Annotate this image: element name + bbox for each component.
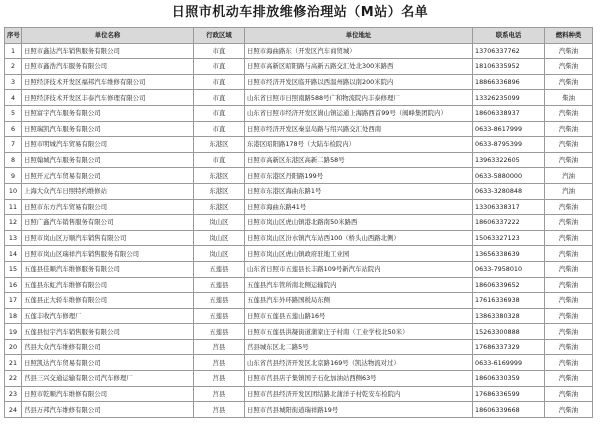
table-row xyxy=(5,168,593,184)
cell-address: 日照市岚山区虎山镇港北路南50米路西 xyxy=(245,215,473,231)
cell-address: 山东省日照市五莲县长丰路109号新汽车站院内 xyxy=(245,261,473,277)
header-fuel-type: 燃料种类 xyxy=(545,28,593,44)
cell-phone: 0633-3280848 xyxy=(473,183,545,199)
cell-address: 日照市高新区东港区高新二路58号 xyxy=(245,152,473,168)
cell-fuel-type: 汽油 xyxy=(545,183,593,199)
table-row xyxy=(5,43,593,59)
cell-address: 日照市莒县经济开发区团结路北蒲洋子村乾安车检院内 xyxy=(245,386,473,402)
cell-index: 5 xyxy=(5,105,22,121)
cell-district: 莒县 xyxy=(194,339,245,355)
table-row xyxy=(5,386,593,402)
cell-district: 莒县 xyxy=(194,402,245,418)
cell-address: 日照市海曲东路41号 xyxy=(245,199,473,215)
cell-fuel-type: 汽柴油 xyxy=(545,230,593,246)
cell-index: 11 xyxy=(5,199,22,215)
cell-index: 6 xyxy=(5,121,22,137)
table-row xyxy=(5,371,593,387)
cell-fuel-type: 汽柴油 xyxy=(545,293,593,309)
cell-index: 8 xyxy=(5,152,22,168)
cell-unit-name: 五莲丰收汽车修理厂 xyxy=(22,308,194,324)
cell-unit-name: 日照市乾顺汽车维修有限公司 xyxy=(22,386,194,402)
table-row xyxy=(5,105,593,121)
cell-phone: 18606339668 xyxy=(473,402,545,418)
cell-fuel-type: 汽柴油 xyxy=(545,402,593,418)
cell-district: 市直 xyxy=(194,43,245,59)
cell-district: 五莲县 xyxy=(194,308,245,324)
cell-address: 日照市经济开发区秦皇岛路与绍兴路交汇处西南 xyxy=(245,121,473,137)
cell-fuel-type: 汽柴油 xyxy=(545,371,593,387)
cell-index: 15 xyxy=(5,261,22,277)
cell-address: 日照市东港区海曲东路1号 xyxy=(245,183,473,199)
header-address: 单位地址 xyxy=(245,28,473,44)
cell-unit-name: 五莲县恒宇汽车销售服务有限公司 xyxy=(22,324,194,340)
cell-fuel-type: 汽柴油 xyxy=(545,121,593,137)
cell-district: 五莲县 xyxy=(194,324,245,340)
cell-phone: 18606337222 xyxy=(473,215,545,231)
cell-index: 4 xyxy=(5,90,22,106)
cell-phone: 0633-8795399 xyxy=(473,137,545,153)
cell-phone: 0633-7958010 xyxy=(473,261,545,277)
header-phone: 联系电话 xyxy=(473,28,545,44)
cell-unit-name: 日照市鑫浩汽车服务有限公司 xyxy=(22,59,194,75)
cell-phone: 0633-6169999 xyxy=(473,355,545,371)
cell-index: 19 xyxy=(5,324,22,340)
cell-address: 山东省日照市经济开发区崮山镇运通上海路西首99号（阀峰集团院内） xyxy=(245,105,473,121)
table-row xyxy=(5,183,593,199)
cell-fuel-type: 汽柴油 xyxy=(545,386,593,402)
cell-unit-name: 日照市东方汽车贸易有限公司 xyxy=(22,199,194,215)
cell-district: 莒县 xyxy=(194,386,245,402)
cell-unit-name: 莒县万邦汽车维修有限公司 xyxy=(22,402,194,418)
cell-district: 市直 xyxy=(194,59,245,75)
cell-address: 日照市岚山区汾水镇汽车站西100（桥头山西路北侧） xyxy=(245,230,473,246)
cell-fuel-type: 汽柴油 xyxy=(545,43,593,59)
cell-phone: 18606339652 xyxy=(473,277,545,293)
cell-unit-name: 日照市岚山区瑞祥汽车销售服务有限公司 xyxy=(22,246,194,262)
cell-phone: 0633-5880000 xyxy=(473,168,545,184)
table-header-row xyxy=(5,28,593,44)
cell-fuel-type: 汽柴油 xyxy=(545,246,593,262)
table-row xyxy=(5,277,593,293)
header-index: 序号 xyxy=(5,28,22,44)
cell-address: 东港区昭阳路178号（大陆车检院内） xyxy=(245,137,473,153)
cell-address: 日照市经济开发区临开路以西温州路以南200米院内 xyxy=(245,74,473,90)
cell-district: 市直 xyxy=(194,74,245,90)
cell-address: 五莲县汽车外环路国税局东侧 xyxy=(245,293,473,309)
cell-unit-name: 日照经济技术开发区丰泰汽车修理有限公司 xyxy=(22,90,194,106)
cell-district: 东港区 xyxy=(194,183,245,199)
table-row xyxy=(5,215,593,231)
cell-fuel-type: 汽柴油 xyxy=(545,324,593,340)
cell-address: 日照市五莲县五莲山路16号 xyxy=(245,308,473,324)
table-row xyxy=(5,293,593,309)
cell-index: 13 xyxy=(5,230,22,246)
cell-fuel-type: 汽柴油 xyxy=(545,59,593,75)
cell-fuel-type: 汽柴油 xyxy=(545,199,593,215)
cell-index: 1 xyxy=(5,43,22,59)
table-row xyxy=(5,339,593,355)
cell-district: 市直 xyxy=(194,90,245,106)
cell-index: 3 xyxy=(5,74,22,90)
cell-district: 市直 xyxy=(194,121,245,137)
cell-index: 17 xyxy=(5,293,22,309)
cell-phone: 15263300888 xyxy=(473,324,545,340)
cell-district: 五莲县 xyxy=(194,293,245,309)
cell-fuel-type: 汽柴油 xyxy=(545,215,593,231)
cell-fuel-type: 汽油 xyxy=(545,168,593,184)
cell-phone: 13306338317 xyxy=(473,199,545,215)
cell-unit-name: 日照翰城汽车服务有限公司 xyxy=(22,152,194,168)
cell-unit-name: 日照开元汽车贸易有限公司 xyxy=(22,168,194,184)
cell-address: 日照市岚山区虎山镇政府驻地工业园 xyxy=(245,246,473,262)
cell-unit-name: 上海大众汽车日照特约维修站 xyxy=(22,183,194,199)
cell-district: 岚山区 xyxy=(194,246,245,262)
table-row xyxy=(5,308,593,324)
cell-district: 五莲县 xyxy=(194,261,245,277)
table-row xyxy=(5,246,593,262)
cell-unit-name: 日照经济技术开发区福邦汽车维修有限公司 xyxy=(22,74,194,90)
cell-phone: 13656338639 xyxy=(473,246,545,262)
cell-phone: 0633-8617999 xyxy=(473,121,545,137)
cell-address: 日照市东港区丹阳路199号 xyxy=(245,168,473,184)
cell-district: 东港区 xyxy=(194,168,245,184)
cell-phone: 13863380328 xyxy=(473,308,545,324)
cell-district: 五莲县 xyxy=(194,277,245,293)
cell-address: 莒县城东区北二路5号 xyxy=(245,339,473,355)
cell-phone: 15063327123 xyxy=(473,230,545,246)
cell-unit-name: 日照瑞凯汽车服务有限公司 xyxy=(22,121,194,137)
cell-address: 日照市高新区昭阳路与高新五路交汇处北300米路西 xyxy=(245,59,473,75)
cell-fuel-type: 汽柴油 xyxy=(545,261,593,277)
cell-index: 18 xyxy=(5,308,22,324)
cell-unit-name: 日照市岚山区万顺汽车销售有限公司 xyxy=(22,230,194,246)
cell-unit-name: 五莲县佳顺汽车维修服务有限公司 xyxy=(22,261,194,277)
cell-unit-name: 日照富宇汽车服务有限公司 xyxy=(22,105,194,121)
cell-fuel-type: 汽柴油 xyxy=(545,339,593,355)
cell-fuel-type: 汽柴油 xyxy=(545,105,593,121)
cell-district: 莒县 xyxy=(194,355,245,371)
table-row xyxy=(5,355,593,371)
cell-fuel-type: 柴油 xyxy=(545,90,593,106)
cell-index: 12 xyxy=(5,215,22,231)
cell-index: 14 xyxy=(5,246,22,262)
cell-address: 山东省日照市日照南路588号广和物流院内丰泰修理厂 xyxy=(245,90,473,106)
cell-index: 10 xyxy=(5,183,22,199)
cell-unit-name: 日照广鑫汽车销售服务有限公司 xyxy=(22,215,194,231)
cell-index: 21 xyxy=(5,355,22,371)
table-row xyxy=(5,261,593,277)
cell-address: 山东省莒县经济开发区北京路169号（凯达物流对过） xyxy=(245,355,473,371)
header-unit-name: 单位名称 xyxy=(22,28,194,44)
cell-fuel-type: 汽柴油 xyxy=(545,74,593,90)
header-district: 行政区域 xyxy=(194,28,245,44)
cell-index: 20 xyxy=(5,339,22,355)
cell-address: 日照市五莲县洪凝街道蒲家庄子村南（工业学校北50米） xyxy=(245,324,473,340)
cell-address: 五莲县汽车管所南北侧运输院内 xyxy=(245,277,473,293)
cell-index: 7 xyxy=(5,137,22,153)
cell-phone: 18106335952 xyxy=(473,59,545,75)
table-row xyxy=(5,230,593,246)
cell-phone: 13706337762 xyxy=(473,43,545,59)
cell-district: 市直 xyxy=(194,105,245,121)
cell-index: 22 xyxy=(5,371,22,387)
cell-index: 9 xyxy=(5,168,22,184)
cell-unit-name: 莒县大众汽车维修有限公司 xyxy=(22,339,194,355)
cell-district: 莒县 xyxy=(194,371,245,387)
cell-fuel-type: 汽柴油 xyxy=(545,308,593,324)
cell-fuel-type: 汽柴油 xyxy=(545,137,593,153)
cell-index: 2 xyxy=(5,59,22,75)
table-row xyxy=(5,121,593,137)
cell-unit-name: 日照市鑫达汽车销售服务有限公司 xyxy=(22,43,194,59)
cell-phone: 18606330359 xyxy=(473,371,545,387)
cell-phone: 17686337329 xyxy=(473,339,545,355)
cell-unit-name: 日照市明城汽车贸易有限公司 xyxy=(22,137,194,153)
cell-index: 24 xyxy=(5,402,22,418)
cell-index: 23 xyxy=(5,386,22,402)
table-row xyxy=(5,137,593,153)
cell-phone: 18866336896 xyxy=(473,74,545,90)
table-row xyxy=(5,74,593,90)
cell-fuel-type: 汽柴油 xyxy=(545,152,593,168)
cell-district: 东港区 xyxy=(194,199,245,215)
table-row xyxy=(5,324,593,340)
page-title: 日照市机动车排放维修治理站（M站）名单 xyxy=(171,5,429,20)
cell-phone: 13326235099 xyxy=(473,90,545,106)
cell-unit-name: 莒县三兴交通运输有限公司汽车修理厂 xyxy=(22,371,194,387)
cell-unit-name: 五莲县正大轿车维修有限公司 xyxy=(22,293,194,309)
station-table xyxy=(4,27,593,418)
cell-address: 日照市海曲路东（开发区汽车商贸城） xyxy=(245,43,473,59)
cell-district: 岚山区 xyxy=(194,215,245,231)
cell-district: 市直 xyxy=(194,152,245,168)
cell-phone: 17686336599 xyxy=(473,386,545,402)
table-row xyxy=(5,59,593,75)
cell-index: 16 xyxy=(5,277,22,293)
table-row xyxy=(5,90,593,106)
cell-unit-name: 五莲县东虹汽车维修有限公司 xyxy=(22,277,194,293)
table-row xyxy=(5,199,593,215)
cell-fuel-type: 汽柴油 xyxy=(545,355,593,371)
cell-address: 日照市莒县城阳街道瑞祥路19号 xyxy=(245,402,473,418)
cell-phone: 17616336938 xyxy=(473,293,545,309)
cell-phone: 18606338937 xyxy=(473,105,545,121)
cell-district: 东港区 xyxy=(194,137,245,153)
table-row xyxy=(5,402,593,418)
cell-address: 日照市莒县店子集镇国子石化加油站西侧63号 xyxy=(245,371,473,387)
cell-unit-name: 日照凯达汽车贸易有限公司 xyxy=(22,355,194,371)
cell-fuel-type: 汽柴油 xyxy=(545,277,593,293)
cell-district: 岚山区 xyxy=(194,230,245,246)
cell-phone: 13963322605 xyxy=(473,152,545,168)
table-row xyxy=(5,152,593,168)
